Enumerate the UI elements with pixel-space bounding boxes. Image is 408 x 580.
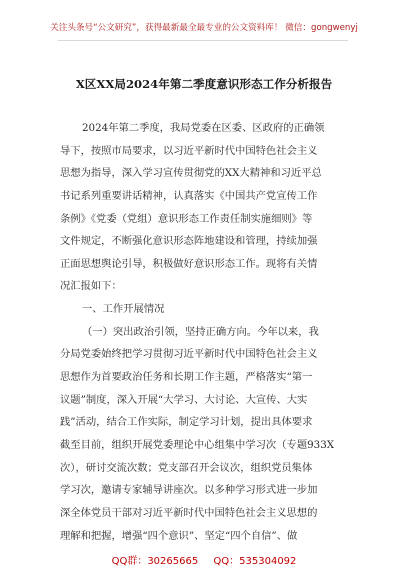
- text-line: 思想作为首要政治任务和长期工作主题，严格落实“第一: [60, 371, 313, 384]
- text-line: 理解和把握，增强“四个意识”、坚定“四个自信”、做: [60, 529, 298, 542]
- text-line: 深全体党员干部对习近平新时代中国特色社会主义思想的: [60, 506, 318, 519]
- text-line: 议题”制度，深入开展“大学习、大讨论、大宣传、大实: [60, 393, 308, 406]
- text-line: 截至目前，组织开展党委理论中心组集中学习次（专题933X: [60, 438, 335, 451]
- text-line: 次），研讨交流次数；党支部召开会议次，组织党员集体: [60, 461, 313, 474]
- text-line: 正面思想舆论引导，积极做好意识形态工作。现将有关情: [60, 257, 318, 270]
- qq-number: QQ：535304092: [213, 556, 297, 567]
- paragraph-political-guidance: [60, 321, 352, 547]
- header-divider: [58, 40, 348, 41]
- text-line: 书记系列重要讲话精神，认真落实《中国共产党宣传工作: [60, 189, 318, 202]
- text-line: 文件规定，不断强化意识形态阵地建设和管理，持续加强: [60, 235, 318, 248]
- document-body: [60, 117, 352, 547]
- text-line: 条例》《党委（党组）意识形态工作责任制实施细则》等: [60, 212, 313, 225]
- document-title: X区XX局2024年第二季度意识形态工作分析报告: [75, 77, 333, 91]
- text-line: 2024年第二季度，我局党委在区委、区政府的正确领: [82, 122, 325, 134]
- qq-group-number: QQ群：30265665: [111, 556, 199, 567]
- text-line: （一）突出政治引领，坚持正确方向。今年以来，我: [82, 325, 319, 338]
- header-banner: 关注头条号“公文研究”，获得最新最全最专业的公文资料库！ 微信：gongwenyj: [50, 23, 358, 33]
- text-line: 分局党委始终把学习贯彻习近平新时代中国特色社会主义: [60, 348, 318, 361]
- section-heading-text: 一、工作开展情况: [82, 303, 165, 316]
- text-line: 导下，按照市局要求，以习近平新时代中国特色社会主义: [60, 144, 318, 157]
- footer-contacts: [0, 552, 408, 567]
- text-line: 践”活动，结合工作实际，制定学习计划，提出具体要求: [60, 416, 313, 429]
- text-line: 思想为指导，深入学习宣传贯彻党的XX大精神和习近平总: [60, 167, 322, 180]
- text-line: 学习次，邀请专家辅导讲座次。以多种学习形式进一步加: [60, 484, 318, 497]
- section-heading: [60, 298, 352, 321]
- text-line: 况汇报如下：: [60, 280, 122, 293]
- paragraph-intro: [60, 117, 352, 298]
